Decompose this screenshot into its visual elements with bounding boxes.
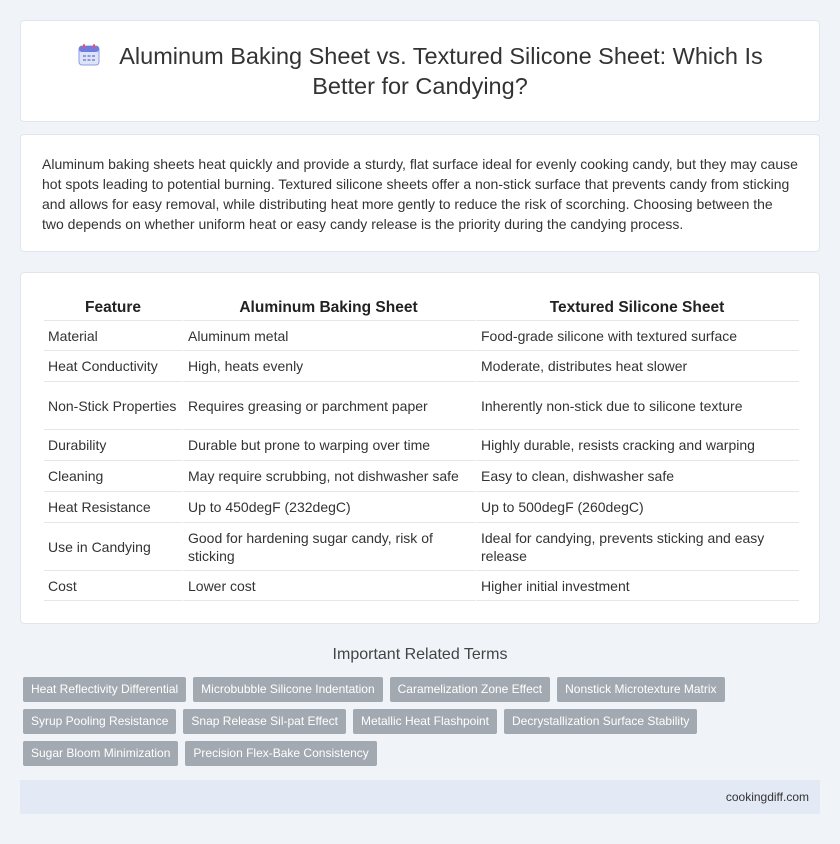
feature-cell: Material — [44, 320, 182, 350]
silicone-cell: Highly durable, resists cracking and warping — [475, 429, 799, 460]
related-term-tag[interactable]: Sugar Bloom Minimization — [23, 741, 178, 766]
related-term-tag[interactable]: Caramelization Zone Effect — [390, 677, 551, 702]
title-card — [20, 20, 820, 122]
silicone-cell: Easy to clean, dishwasher safe — [475, 460, 799, 491]
table-row — [44, 460, 799, 491]
comparison-card — [20, 272, 820, 624]
table-row — [44, 381, 799, 429]
footer-site-link[interactable]: cookingdiff.com — [725, 790, 809, 804]
calendar-icon — [77, 43, 101, 67]
related-term-tag[interactable]: Microbubble Silicone Indentation — [193, 677, 382, 702]
silicone-cell: Inherently non-stick due to silicone texture — [475, 381, 799, 429]
footer — [20, 780, 820, 814]
table-row — [44, 522, 799, 570]
feature-cell: Cleaning — [44, 460, 182, 491]
silicone-cell: Higher initial investment — [475, 570, 799, 601]
table-row — [44, 570, 799, 601]
aluminum-cell: Durable but prone to warping over time — [182, 429, 475, 460]
table-header-row — [44, 296, 799, 320]
table-row — [44, 491, 799, 522]
aluminum-cell: Up to 450degF (232degC) — [182, 491, 475, 522]
related-term-tag[interactable]: Precision Flex-Bake Consistency — [185, 741, 376, 766]
aluminum-cell: High, heats evenly — [182, 350, 475, 381]
related-term-tag[interactable]: Syrup Pooling Resistance — [23, 709, 176, 734]
header-silicone: Textured Silicone Sheet — [549, 299, 725, 316]
table-row — [44, 429, 799, 460]
table-row — [44, 350, 799, 381]
related-term-tag[interactable]: Heat Reflectivity Differential — [23, 677, 186, 702]
table-row — [44, 320, 799, 350]
silicone-cell: Food-grade silicone with textured surface — [475, 320, 799, 350]
related-term-tag[interactable]: Snap Release Sil-pat Effect — [183, 709, 346, 734]
silicone-cell: Moderate, distributes heat slower — [475, 350, 799, 381]
aluminum-cell: Aluminum metal — [182, 320, 475, 350]
feature-cell: Cost — [44, 570, 182, 601]
header-aluminum: Aluminum Baking Sheet — [239, 299, 418, 316]
feature-cell: Use in Candying — [44, 522, 182, 570]
aluminum-cell: Requires greasing or parchment paper — [182, 381, 475, 429]
related-term-tag[interactable]: Metallic Heat Flashpoint — [353, 709, 497, 734]
header-feature: Feature — [85, 299, 141, 316]
feature-cell: Non-Stick Properties — [44, 381, 182, 429]
intro-card — [20, 134, 820, 252]
aluminum-cell: Lower cost — [182, 570, 475, 601]
feature-cell: Heat Resistance — [44, 491, 182, 522]
page-title-text: Aluminum Baking Sheet vs. Textured Silicone Sheet: Which Is Better for Candying? — [119, 43, 763, 99]
feature-cell: Heat Conductivity — [44, 350, 182, 381]
intro-paragraph: Aluminum baking sheets heat quickly and provide a sturdy, flat surface ideal for evenly cooking candy, but they may cause hot spots leading to potential burning. Textured silicone sheets offer a non-stick surface that prevents candy from sticking and allows for easy removal, while distributing heat more gently to reduce the risk of scorching. Choosing between the two depends on whether uniform heat or easy candy release is the priority during the candying process. — [42, 156, 798, 232]
related-terms-title: Important Related Terms — [332, 646, 508, 663]
related-term-tag[interactable]: Nonstick Microtexture Matrix — [557, 677, 724, 702]
aluminum-cell: Good for hardening sugar candy, risk of sticking — [182, 522, 475, 570]
feature-cell: Durability — [44, 429, 182, 460]
related-terms-list — [23, 677, 823, 773]
related-term-tag[interactable]: Decrystallization Surface Stability — [504, 709, 697, 734]
silicone-cell: Up to 500degF (260degC) — [475, 491, 799, 522]
page-title — [61, 41, 779, 101]
comparison-table — [44, 296, 799, 601]
aluminum-cell: May require scrubbing, not dishwasher safe — [182, 460, 475, 491]
silicone-cell: Ideal for candying, prevents sticking and easy release — [475, 522, 799, 570]
